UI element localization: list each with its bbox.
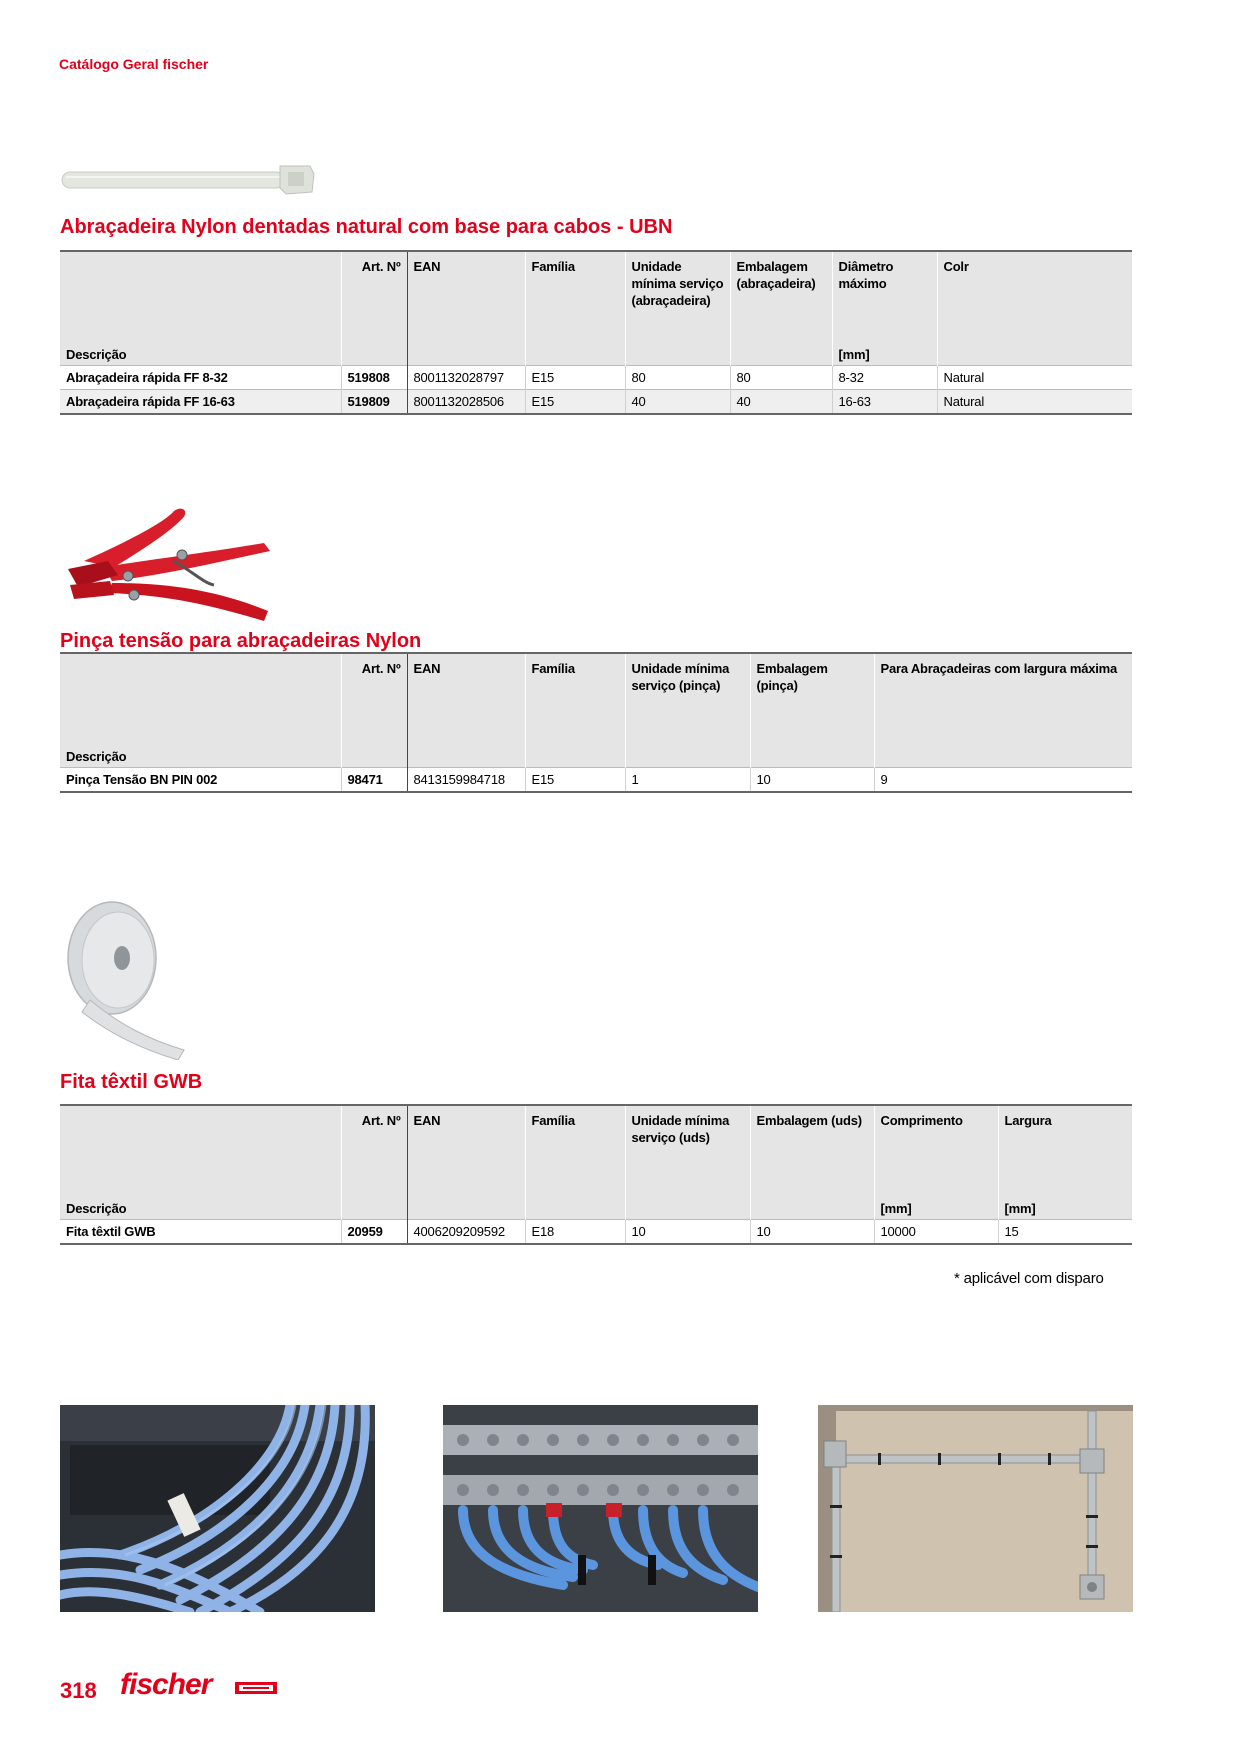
cell-family: E15 bbox=[525, 767, 625, 792]
header-blank bbox=[60, 653, 341, 745]
cable-tie-image bbox=[60, 162, 316, 198]
header-family: Família bbox=[525, 1105, 625, 1197]
header-ean: EAN bbox=[407, 1105, 525, 1197]
footnote: * aplicável com disparo bbox=[954, 1270, 1104, 1287]
header-min-unit: Unidade mínima serviço (abraçadeira) bbox=[625, 251, 730, 343]
cell-diameter: 8-32 bbox=[832, 365, 937, 389]
cell-description: Abraçadeira rápida FF 16-63 bbox=[60, 389, 341, 414]
cell-length: 10000 bbox=[874, 1219, 998, 1244]
header-blank bbox=[60, 1105, 341, 1197]
header-min-unit: Unidade mínima serviço (uds) bbox=[625, 1105, 750, 1197]
header-art-no: Art. Nº bbox=[341, 1105, 407, 1197]
header-color: Colr bbox=[937, 251, 1132, 343]
header-packaging: Embalagem (pinça) bbox=[750, 653, 874, 745]
header-ean: EAN bbox=[407, 251, 525, 343]
header-family: Família bbox=[525, 653, 625, 745]
header-description: Descrição bbox=[60, 1197, 341, 1219]
header-description: Descrição bbox=[60, 343, 341, 365]
cell-packaging: 10 bbox=[750, 767, 874, 792]
cell-packaging: 40 bbox=[730, 389, 832, 414]
header-art-no: Art. Nº bbox=[341, 251, 407, 343]
table-row bbox=[60, 767, 1132, 792]
cell-packaging: 80 bbox=[730, 365, 832, 389]
textile-tape-image bbox=[60, 900, 190, 1060]
section-title-pliers: Pinça tensão para abraçadeiras Nylon bbox=[60, 630, 422, 652]
unit-diameter: [mm] bbox=[832, 343, 937, 365]
cell-ean: 8413159984718 bbox=[407, 767, 525, 792]
unit-width: [mm] bbox=[998, 1197, 1132, 1219]
unit-length: [mm] bbox=[874, 1197, 998, 1219]
cell-art-no: 20959 bbox=[341, 1219, 407, 1244]
header-packaging: Embalagem (uds) bbox=[750, 1105, 874, 1197]
header-art-no: Art. Nº bbox=[341, 653, 407, 745]
cell-color: Natural bbox=[937, 389, 1132, 414]
cell-color: Natural bbox=[937, 365, 1132, 389]
header-max-width: Para Abraçadeiras com largura máxima bbox=[874, 653, 1132, 745]
cell-min-unit: 10 bbox=[625, 1219, 750, 1244]
photo-terminal-block bbox=[443, 1405, 758, 1612]
table-row bbox=[60, 365, 1132, 389]
cell-max-width: 9 bbox=[874, 767, 1132, 792]
cell-min-unit: 80 bbox=[625, 365, 730, 389]
table-tape bbox=[60, 1104, 1132, 1245]
cell-diameter: 16-63 bbox=[832, 389, 937, 414]
cell-art-no: 519808 bbox=[341, 365, 407, 389]
fischer-logo-icon bbox=[235, 1680, 277, 1696]
section-title-tape: Fita têxtil GWB bbox=[60, 1071, 203, 1093]
header-diameter: Diâmetro máximo bbox=[832, 251, 937, 343]
cell-family: E15 bbox=[525, 389, 625, 414]
cell-ean: 4006209209592 bbox=[407, 1219, 525, 1244]
table-row bbox=[60, 389, 1132, 414]
table-row bbox=[60, 1219, 1132, 1244]
header-min-unit: Unidade mínima serviço (pinça) bbox=[625, 653, 750, 745]
cell-description: Pinça Tensão BN PIN 002 bbox=[60, 767, 341, 792]
catalog-header: Catálogo Geral fischer bbox=[59, 56, 209, 72]
page-number: 318 bbox=[60, 1678, 97, 1703]
brand-wordmark: fischer bbox=[120, 1668, 212, 1701]
section-title-ubn: Abraçadeira Nylon dentadas natural com base para cabos - UBN bbox=[60, 216, 673, 238]
cell-ean: 8001132028797 bbox=[407, 365, 525, 389]
cell-description: Abraçadeira rápida FF 8-32 bbox=[60, 365, 341, 389]
cell-description: Fita têxtil GWB bbox=[60, 1219, 341, 1244]
cell-min-unit: 40 bbox=[625, 389, 730, 414]
photo-wall-conduit bbox=[818, 1405, 1133, 1612]
header-blank bbox=[60, 251, 341, 343]
table-pliers bbox=[60, 652, 1132, 793]
header-ean: EAN bbox=[407, 653, 525, 745]
header-length: Comprimento bbox=[874, 1105, 998, 1197]
header-width: Largura bbox=[998, 1105, 1132, 1197]
header-family: Família bbox=[525, 251, 625, 343]
header-description: Descrição bbox=[60, 745, 341, 767]
table-ubn bbox=[60, 250, 1132, 415]
header-packaging: Embalagem (abraçadeira) bbox=[730, 251, 832, 343]
cell-min-unit: 1 bbox=[625, 767, 750, 792]
cell-family: E18 bbox=[525, 1219, 625, 1244]
photo-network-cables bbox=[60, 1405, 375, 1612]
cell-art-no: 519809 bbox=[341, 389, 407, 414]
tension-pliers-image bbox=[64, 503, 274, 623]
cell-family: E15 bbox=[525, 365, 625, 389]
cell-ean: 8001132028506 bbox=[407, 389, 525, 414]
cell-art-no: 98471 bbox=[341, 767, 407, 792]
cell-width: 15 bbox=[998, 1219, 1132, 1244]
cell-packaging: 10 bbox=[750, 1219, 874, 1244]
